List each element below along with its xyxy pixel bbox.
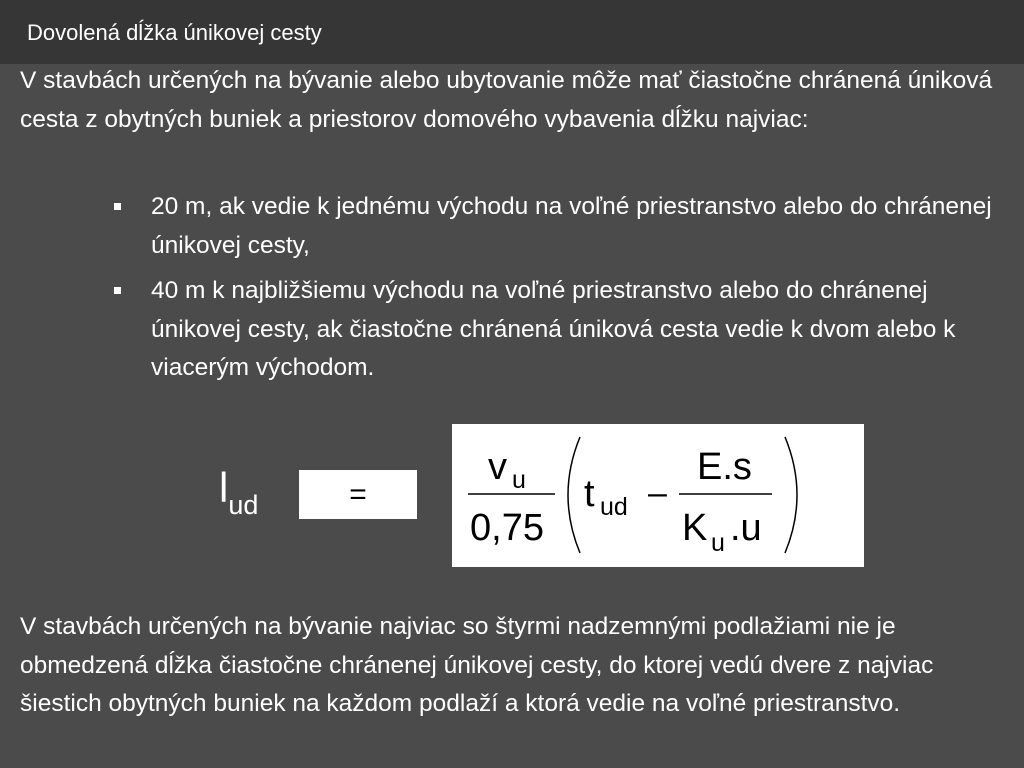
bullet-item-1 (151, 188, 1017, 265)
square-bullet-icon (114, 203, 121, 210)
formula-denominator-const: 0,75 (470, 507, 544, 549)
formula-box (452, 424, 864, 567)
formula-minus: – (648, 474, 667, 512)
right-paren-icon (785, 437, 797, 553)
intro-paragraph: V stavbách určených na bývanie alebo ubytovanie môže mať čiastočne chránená úniková cesta z obytných buniek a priestorov domového vybavenia dĺžku najviac: (20, 67, 993, 133)
formula-graphic (452, 424, 864, 567)
formula-inner-den-rest: .u (730, 507, 762, 549)
lhs-symbol: l (219, 464, 229, 511)
left-paren-icon (568, 437, 580, 553)
formula-k: K (682, 507, 708, 549)
formula-t: t (584, 473, 595, 515)
footer-paragraph: V stavbách určených na bývanie najviac so štyrmi nadzemnými podlažiami nie je obmedzená dĺžka čiastočne chránenej únikovej cesty, do ktorej vedú dvere z najviac šiestich obytných buniek na každom podlaží a ktorá vedie na voľné priestranstvo. (20, 613, 934, 717)
bullet-item-2 (151, 272, 1017, 388)
title-bar (0, 0, 1024, 64)
formula-v: v (488, 446, 507, 488)
formula-k-subscript: u (711, 529, 725, 557)
bullet-text: 20 m, ak vedie k jednému východu na voľné priestranstvo alebo do chránenej únikovej cesty, (151, 193, 992, 259)
bullet-text: 40 m k najbližšiemu východu na voľné priestranstvo alebo do chránenej únikovej cesty, ak čiastočne chránená úniková cesta vedie k dvom alebo k viacerým východom. (151, 277, 956, 381)
square-bullet-icon (114, 287, 121, 294)
formula-inner-numerator: E.s (697, 446, 752, 488)
bullet-list (151, 188, 1017, 395)
formula-t-subscript: ud (600, 493, 628, 521)
equals-box: = (299, 470, 417, 519)
page-title: Dovolená dĺžka únikovej cesty (27, 20, 322, 45)
formula-v-subscript: u (512, 466, 526, 494)
lhs-subscript: ud (228, 490, 259, 520)
equation-lhs (219, 464, 259, 520)
